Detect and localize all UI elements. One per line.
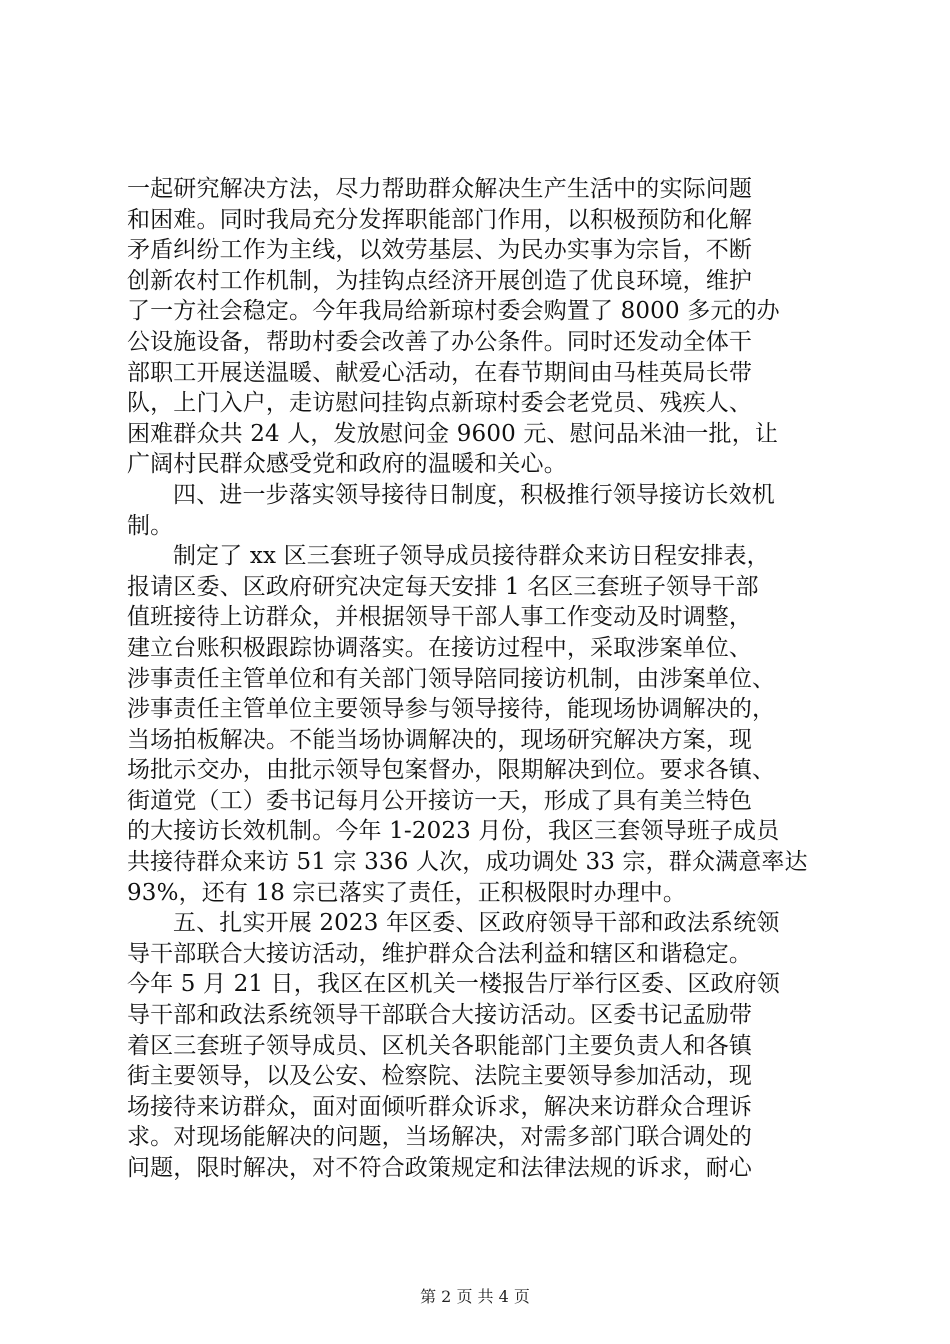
text-line: 当场拍板解决。不能当场协调解决的，现场研究解决方案，现 [127,726,753,753]
text-line: 街主要领导，以及公安、检察院、法院主要领导参加活动，现 [127,1063,753,1090]
text-line: 着区三套班子领导成员、区机关各职能部门主要负责人和各镇 [127,1032,753,1059]
text-line: 广阔村民群众感受党和政府的温暖和关心。 [127,451,567,478]
text-line: 场接待来访群众，面对面倾听群众诉求，解决来访群众合理诉 [127,1093,753,1120]
text-line: 了一方社会稳定。今年我局给新琼村委会购置了 8000 多元的办 [127,298,780,325]
page-footer: 第 2 页 共 4 页 [420,1287,530,1306]
text-line: 导干部联合大接访活动，维护群众合法利益和辖区和谐稳定。 [127,940,753,967]
text-line: 制定了 xx 区三套班子领导成员接待群众来访日程安排表， [173,543,770,570]
text-line: 涉事责任主管单位和有关部门领导陪同接访机制，由涉案单位、 [127,665,776,692]
text-line: 共接待群众来访 51 宗 336 人次，成功调处 33 宗，群众满意率达 [127,849,808,876]
text-line: 问题，限时解决，对不符合政策规定和法律法规的诉求，耐心 [127,1155,753,1181]
text-line: 场批示交办，由批示领导包案督办，限期解决到位。要求各镇、 [127,757,776,784]
text-line: 报请区委、区政府研究决定每天安排 1 名区三套班子领导干部 [127,573,759,600]
text-line: 公设施设备，帮助村委会改善了办公条件。同时还发动全体干 [127,328,753,355]
text-line: 困难群众共 24 人，发放慰问金 9600 元、慰问品米油一批，让 [127,420,778,447]
text-line: 93%，还有 18 宗已落实了责任，正积极限时办理中。 [127,879,687,906]
text-line: 求。对现场能解决的问题，当场解决，对需多部门联合调处的 [127,1124,753,1151]
text-line: 部职工开展送温暖、献爱心活动，在春节期间由马桂英局长带 [127,359,753,386]
text-line: 今年 5 月 21 日，我区在区机关一楼报告厅举行区委、区政府领 [127,971,780,998]
text-line: 值班接待上访群众，并根据领导干部人事工作变动及时调整， [127,604,753,631]
text-line: 导干部和政法系统领导干部联合大接访活动。区委书记孟励带 [127,1002,753,1029]
document-body [127,174,827,1184]
text-line: 制。 [127,512,174,539]
text-line: 五、扎实开展 2023 年区委、区政府领导干部和政法系统领 [173,910,780,937]
text-line: 四、进一步落实领导接待日制度，积极推行领导接访长效机 [173,481,775,508]
text-line: 和困难。同时我局充分发挥职能部门作用，以积极预防和化解 [127,206,753,233]
text-line: 的大接访长效机制。今年 1-2023 月份，我区三套领导班子成员 [127,818,780,845]
text-line: 涉事责任主管单位主要领导参与领导接待，能现场协调解决的， [127,696,776,723]
text-line: 矛盾纠纷工作为主线，以效劳基层、为民办实事为宗旨，不断 [127,237,753,264]
text-line: 一起研究解决方法，尽力帮助群众解决生产生活中的实际问题 [127,176,753,202]
text-line: 队，上门入户，走访慰问挂钩点新琼村委会老党员、残疾人、 [127,390,753,417]
text-line: 创新农村工作机制，为挂钩点经济开展创造了优良环境，维护 [127,267,753,294]
text-line: 街道党（工）委书记每月公开接访一天，形成了具有美兰特色 [127,787,753,814]
text-line: 建立台账积极跟踪协调落实。在接访过程中，采取涉案单位、 [127,634,753,661]
